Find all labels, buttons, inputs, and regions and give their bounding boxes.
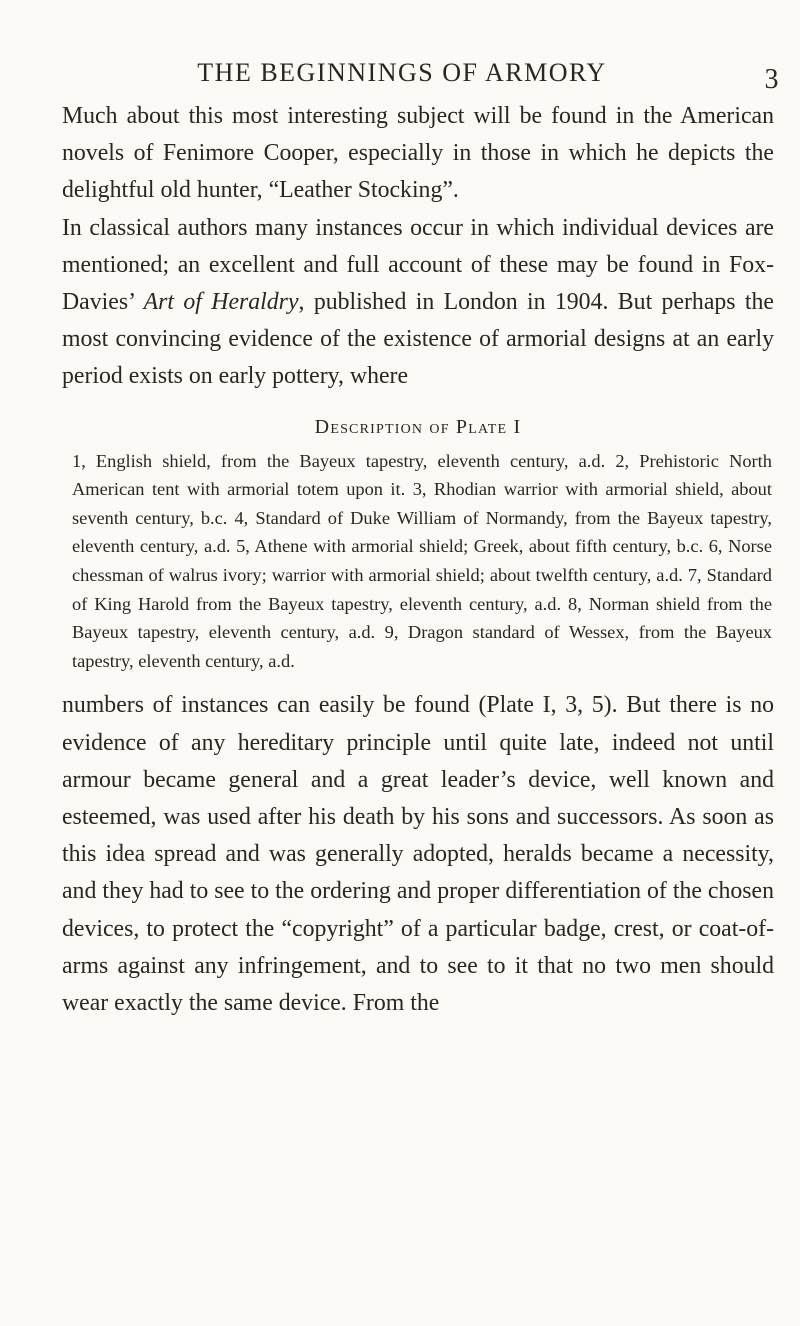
paragraph-cooper: Much about this most interesting subject will be found in the American novels of Fenimore Cooper, especially in those in which he depicts the delightful old hunter, “Leather Stocking”.: [62, 103, 774, 204]
paragraph-heralds: numbers of instances can easily be found (Plate I, 3, 5). But there is no evidence of any hereditary principle until quite late, indeed not until armour became general and a great leader’s device, well known and esteemed, was used after his death by his sons and successors. As soon as this idea spread and was generally adopted, heralds became a necessity, and they had to see to the ordering and proper differentiation of the chosen devices, to protect the “copyright” of a particular badge, crest, or coat-of-arms against any infringement, and to see to it that no two men should wear exactly the same device. From the: [62, 692, 774, 1016]
book-page: [62, 58, 780, 1022]
page-number: 3: [764, 64, 780, 95]
bottom-body-text: [62, 687, 774, 1022]
book-title-art-of-heraldry: Art of Heraldry: [143, 289, 299, 316]
plate-description-heading: Description of Plate I: [314, 415, 522, 438]
paragraph-text-before-title: In classical authors many instances occur in which individual devices are mentioned; an excellent and full account of these may be found in Fox-Davies’: [62, 214, 774, 316]
plate-description: [62, 416, 774, 676]
running-title: THE BEGINNINGS OF ARMORY: [197, 58, 607, 87]
paragraph-classical-authors: [62, 210, 774, 396]
paragraph-text-after-title: , published in London in 1904. But perhaps the most convincing evidence of the existence of armorial designs at an early period exists on early pottery, where: [62, 289, 774, 390]
top-body-text: [62, 98, 774, 396]
plate-description-text: 1, English shield, from the Bayeux tapestry, eleventh century, a.d. 2, Prehistoric North American tent with armorial totem upon it. 3, Rhodian warrior with armorial shield, about seventh century, b.c. 4, Standard of Duke William of Normandy, from the Bayeux tapestry, eleventh century, a.d. 5, Athene with armorial shield; Greek, about fifth century, b.c. 6, Norse chessman of walrus ivory; warrior with armorial shield; about twelfth century, a.d. 7, Standard of King Harold from the Bayeux tapestry, eleventh century, a.d. 8, Norman shield from the Bayeux tapestry, eleventh century, a.d. 9, Dragon standard of Wessex, from the Bayeux tapestry, eleventh century, a.d.: [72, 450, 772, 671]
running-header: [62, 58, 780, 98]
